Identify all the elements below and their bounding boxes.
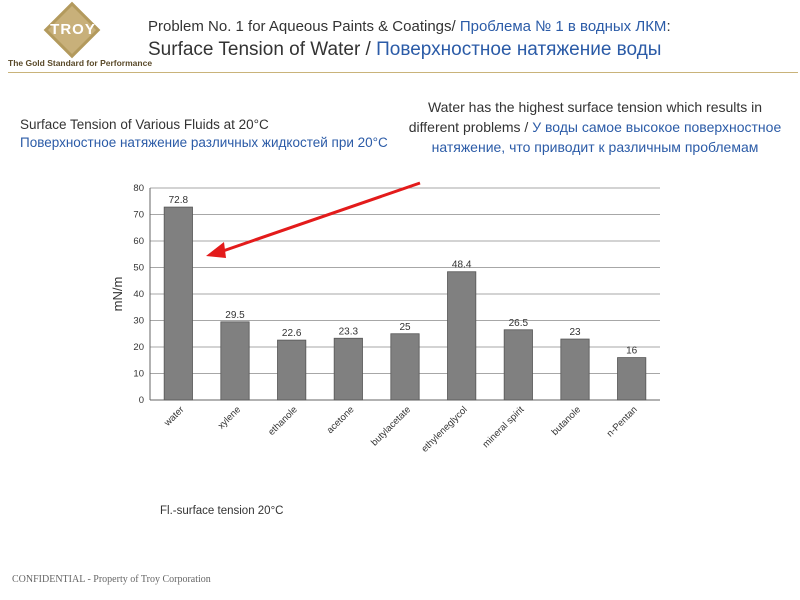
x-tick-label: water (162, 404, 187, 429)
title-line-1 (148, 18, 798, 35)
header-divider (8, 72, 798, 73)
title-ru-1: Проблема № 1 в водных ЛКМ (459, 18, 667, 35)
bar-acetone (334, 338, 362, 400)
y-tick-label: 60 (133, 236, 144, 247)
y-tick-label: 80 (133, 183, 144, 194)
y-tick-label: 30 (133, 315, 144, 327)
x-tick-label: n-Pentan (604, 404, 640, 440)
troy-logo (8, 6, 153, 68)
x-tick-label: ethanole (266, 404, 300, 438)
x-tick-label: ethyleneglycol (419, 404, 470, 455)
x-tick-label: butylacetate (369, 404, 414, 449)
title-colon: : (666, 18, 671, 35)
y-tick-label: 50 (133, 262, 144, 274)
note-en: Water has the highest surface tension which results in different problems / (408, 99, 763, 135)
data-label: 26.5 (508, 317, 529, 329)
callout-note (405, 97, 785, 157)
data-label: 29.5 (225, 309, 245, 321)
data-label: 72.8 (168, 195, 189, 207)
bar-ethyleneglycol (448, 272, 476, 400)
legend-series-label: Fl.-surface tension 20°C (160, 505, 284, 517)
bar-butylacetate (391, 334, 419, 400)
x-tick-label: xylene (215, 404, 244, 432)
logo-tagline: The Gold Standard for Performance (8, 58, 153, 68)
note-ru: У воды самое высокое поверхностное натяжение, что приводит к различным проблемам (431, 119, 782, 155)
y-axis-label: mN/m (110, 276, 125, 312)
data-label: 23.3 (338, 326, 359, 338)
bar-chart (100, 180, 680, 485)
footer-confidential: CONFIDENTIAL - Property of Troy Corporation (12, 574, 211, 585)
x-tick-label: acetone (324, 404, 357, 437)
bar-water (164, 207, 192, 400)
page-title (148, 18, 798, 61)
chart-legend (160, 505, 284, 517)
chart-subtitle (20, 116, 400, 152)
data-label: 48.4 (451, 259, 472, 271)
title-en-2: Surface Tension of Water / (148, 39, 377, 60)
subtitle-ru: Поверхностное натяжение различных жидкостей при 20°C (20, 135, 388, 150)
y-tick-label: 10 (133, 368, 144, 380)
data-label: 23 (569, 327, 581, 339)
y-tick-label: 20 (133, 342, 144, 353)
data-label: 16 (626, 345, 638, 357)
bar-ethanole (278, 340, 306, 400)
title-line-2 (148, 39, 798, 61)
x-tick-label: butanole (549, 404, 584, 438)
subtitle-en: Surface Tension of Various Fluids at 20°C (20, 117, 269, 132)
bar-chart-svg (100, 180, 680, 480)
x-tick-label: mineral spirit (480, 404, 527, 451)
bar-butanole (561, 339, 589, 400)
data-label: 22.6 (281, 328, 302, 340)
y-tick-label: 70 (133, 209, 144, 221)
title-ru-2: Поверхностное натяжение воды (376, 39, 662, 60)
bar-xylene (221, 322, 249, 400)
y-tick-label: 0 (138, 395, 144, 406)
title-en-1: Problem No. 1 for Aqueous Paints & Coatings/ (148, 18, 460, 35)
logo-text: TROY (50, 21, 96, 38)
bar-n-pentan (618, 358, 646, 400)
data-label: 25 (399, 321, 411, 333)
bar-mineral-spirit (504, 330, 532, 400)
y-tick-label: 40 (133, 289, 144, 300)
